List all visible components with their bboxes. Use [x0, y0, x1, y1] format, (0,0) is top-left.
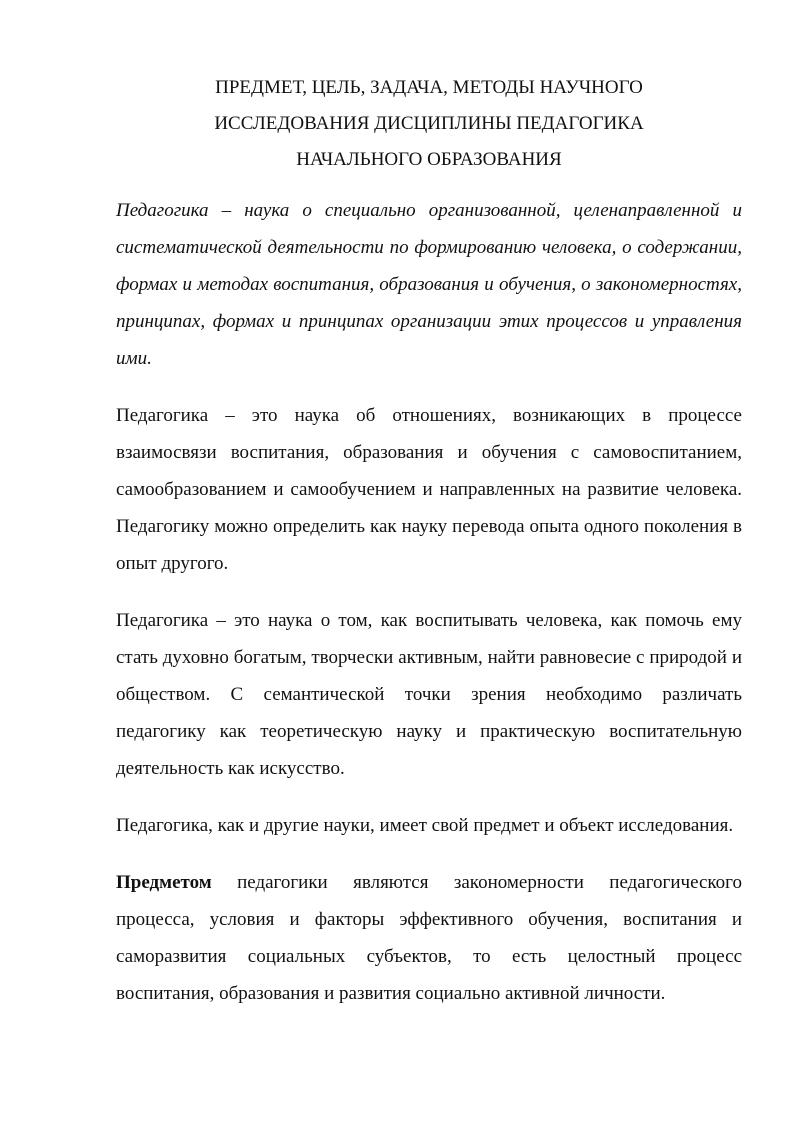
title-line-2: ИССЛЕДОВАНИЯ ДИСЦИПЛИНЫ ПЕДАГОГИКА: [214, 113, 644, 134]
subject-term: Предметом: [116, 872, 212, 893]
upbringing-paragraph: Педагогика – это наука о том, как воспитывать человека, как помочь ему стать духовно богатым, творчески активным, найти равновесие с природой и обществом. С семантической точки зрения необходимо различать педагогику как теоретическую науку и практическую воспитательную деятельность как искусство.: [116, 610, 742, 779]
subject-paragraph: [116, 864, 742, 1012]
relations-paragraph: Педагогика – это наука об отношениях, возникающих в процессе взаимосвязи воспитания, образования и обучения с самовоспитанием, самообразованием и самообучением и направленных на развитие человека. Педагогику можно определить как науку перевода опыта одного поколения в опыт другого.: [116, 405, 742, 574]
subject-object-paragraph: Педагогика, как и другие науки, имеет свой предмет и объект исследования.: [116, 815, 734, 836]
document-title: [116, 70, 742, 178]
document-page: [116, 70, 742, 1012]
definition-paragraph: Педагогика – наука о специально организованной, целенаправленной и систематической деятельности по формированию человека, о содержании, формах и методах воспитания, образования и обучения, о закономерностях, принципах, формах и принципах организации этих процессов и управления ими.: [116, 200, 742, 369]
title-line-3: НАЧАЛЬНОГО ОБРАЗОВАНИЯ: [296, 149, 562, 170]
title-line-1: ПРЕДМЕТ, ЦЕЛЬ, ЗАДАЧА, МЕТОДЫ НАУЧНОГО: [215, 77, 643, 98]
subject-text: педагогики являются закономерности педагогического процесса, условия и факторы эффективного обучения, воспитания и саморазвития социальных субъектов, то есть целостный процесс воспитания, образования и развития социально активной личности.: [116, 872, 742, 1004]
